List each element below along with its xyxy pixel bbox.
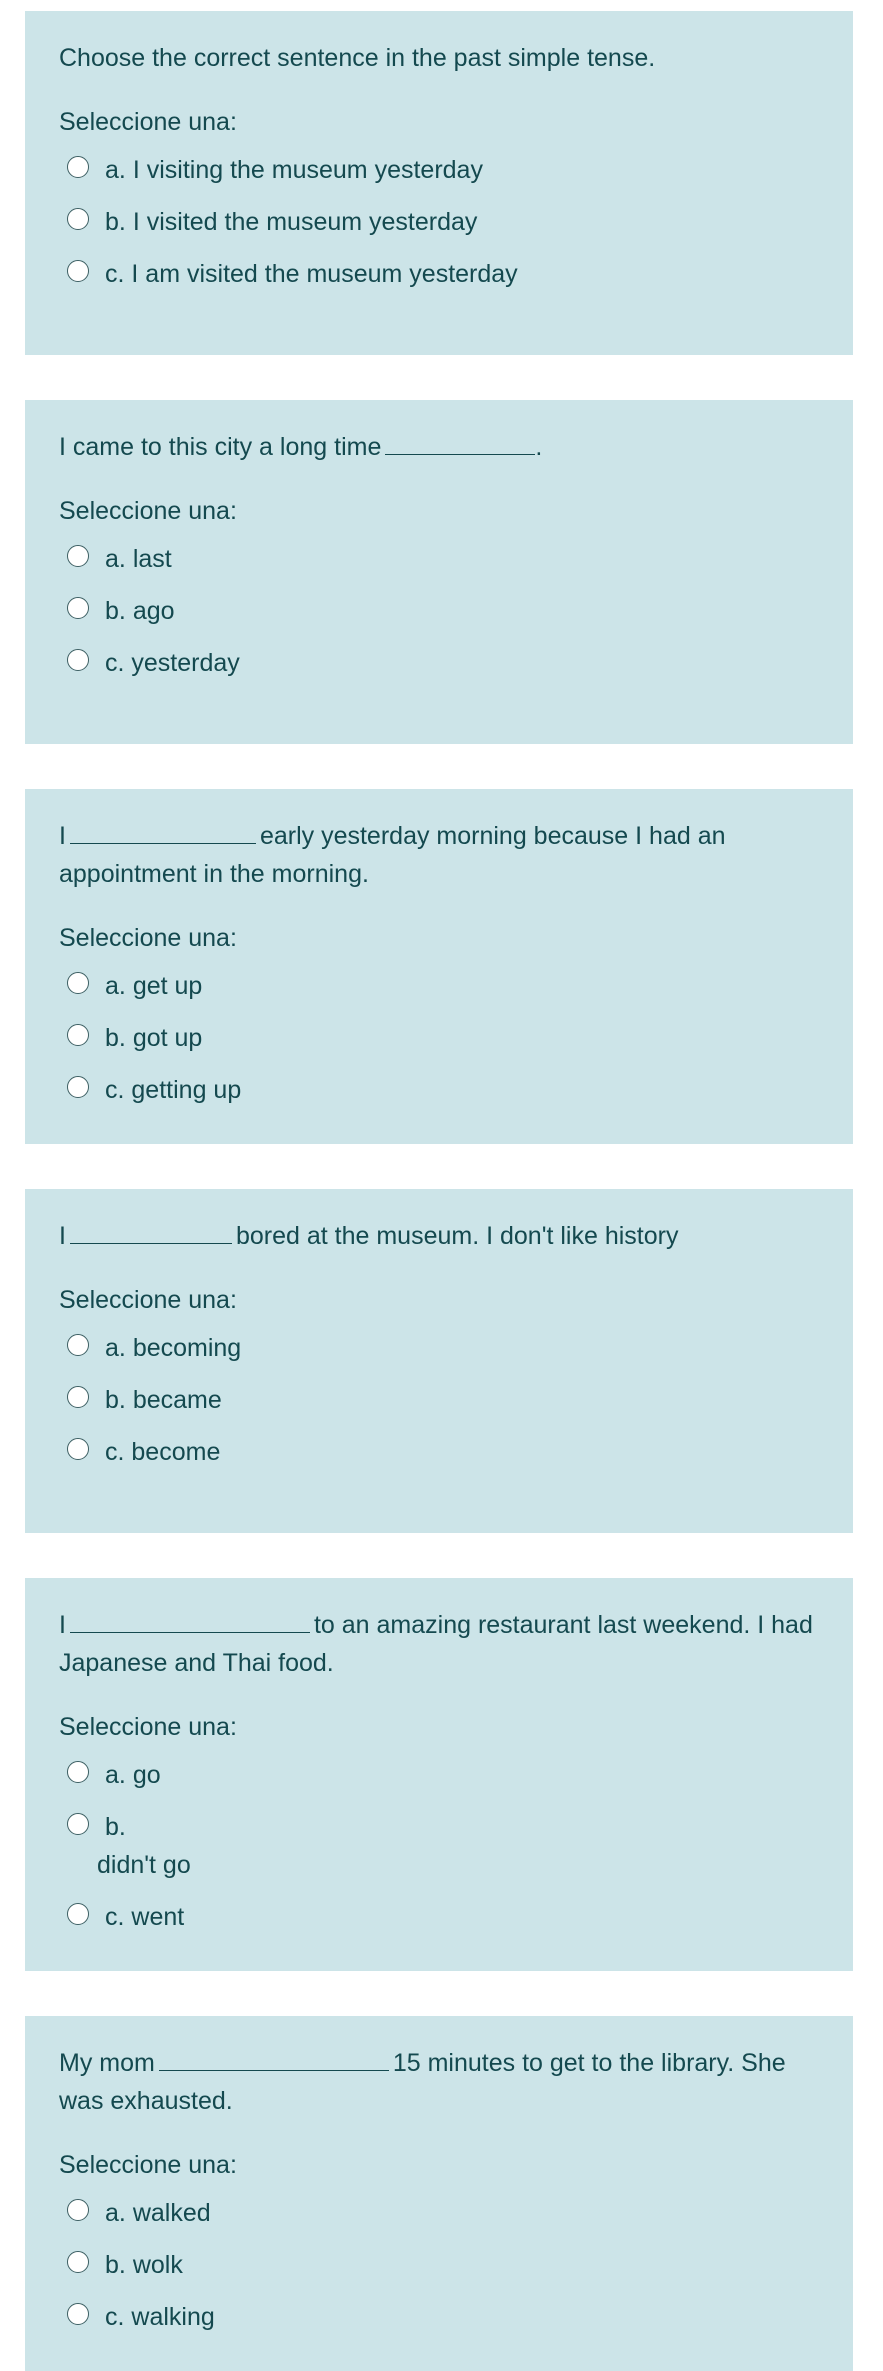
option-label: c. getting up [105, 1076, 242, 1104]
select-one-label: Seleccione una: [59, 108, 237, 136]
option-label: a. walked [105, 2199, 211, 2227]
radio-button[interactable] [67, 1334, 89, 1356]
option-label: b. I visited the museum yesterday [105, 208, 478, 236]
option-label: a. go [105, 1761, 161, 1789]
question-card-3 [25, 789, 853, 1144]
answer-blank [70, 1610, 310, 1633]
radio-button[interactable] [67, 545, 89, 567]
question-text [59, 39, 819, 77]
option-c[interactable] [59, 1433, 819, 1471]
radio-button[interactable] [67, 1024, 89, 1046]
radio-button[interactable] [67, 1076, 89, 1098]
radio-button[interactable] [67, 208, 89, 230]
select-one-label: Seleccione una: [59, 1713, 237, 1741]
option-label: b. got up [105, 1024, 203, 1052]
option-c[interactable] [59, 1071, 819, 1109]
answer-blank [70, 821, 256, 844]
option-b[interactable] [59, 203, 819, 241]
question-card-1 [25, 11, 853, 355]
option-a[interactable] [59, 1329, 819, 1367]
option-a[interactable] [59, 151, 819, 189]
option-a[interactable] [59, 540, 819, 578]
option-label: a. becoming [105, 1334, 242, 1362]
radio-button[interactable] [67, 649, 89, 671]
select-one-label: Seleccione una: [59, 924, 237, 952]
radio-button[interactable] [67, 2303, 89, 2325]
select-one-label: Seleccione una: [59, 1286, 237, 1314]
radio-button[interactable] [67, 1813, 89, 1835]
answer-blank [385, 432, 535, 455]
option-c[interactable] [59, 644, 819, 682]
question-text-part: Choose the correct sentence in the past simple tense. [59, 44, 656, 72]
radio-button[interactable] [67, 1438, 89, 1460]
option-label: b. ago [105, 597, 175, 625]
options-group [59, 967, 819, 1109]
option-b[interactable] [59, 2246, 819, 2284]
question-card-6 [25, 2016, 853, 2371]
radio-button[interactable] [67, 260, 89, 282]
options-group [59, 2194, 819, 2336]
question-text: I early yesterday morning because I had an appointment in the morning. [59, 822, 726, 888]
question-card-2 [25, 400, 853, 744]
radio-button[interactable] [67, 1903, 89, 1925]
option-label: c. yesterday [105, 649, 240, 677]
option-label: b. became [105, 1386, 222, 1414]
option-c[interactable] [59, 255, 819, 293]
question-card-5 [25, 1578, 853, 1971]
options-group [59, 1329, 819, 1471]
radio-button[interactable] [67, 597, 89, 619]
answer-blank [70, 1221, 232, 1244]
option-label: b. wolk [105, 2251, 183, 2279]
select-one-label: Seleccione una: [59, 497, 237, 525]
option-b[interactable] [59, 1381, 819, 1419]
radio-button[interactable] [67, 1386, 89, 1408]
option-label: a. last [105, 545, 172, 573]
option-c[interactable] [59, 2298, 819, 2336]
question-text: I to an amazing restaurant last weekend. I had Japanese and Thai food. [59, 1611, 813, 1677]
question-text: I bored at the museum. I don't like history [59, 1222, 679, 1250]
option-label: c. become [105, 1438, 221, 1466]
radio-button[interactable] [67, 156, 89, 178]
radio-button[interactable] [67, 2199, 89, 2221]
option-b[interactable] [59, 1019, 819, 1057]
question-card-4 [25, 1189, 853, 1533]
radio-button[interactable] [67, 1761, 89, 1783]
options-group [59, 540, 819, 682]
option-c[interactable] [59, 1898, 819, 1936]
radio-button[interactable] [67, 972, 89, 994]
option-label: c. I am visited the museum yesterday [105, 260, 518, 288]
option-label: a. I visiting the museum yesterday [105, 156, 483, 184]
option-label: a. get up [105, 972, 203, 1000]
option-label: c. walking [105, 2303, 215, 2331]
option-b[interactable] [59, 592, 819, 630]
select-one-label: Seleccione una: [59, 2151, 237, 2179]
answer-blank [159, 2048, 389, 2071]
question-text: I came to this city a long time . [59, 433, 543, 461]
options-group [59, 1756, 819, 1936]
option-a[interactable] [59, 967, 819, 1005]
option-b[interactable] [59, 1808, 819, 1884]
radio-button[interactable] [67, 2251, 89, 2273]
option-a[interactable] [59, 1756, 819, 1794]
option-a[interactable] [59, 2194, 819, 2232]
options-group [59, 151, 819, 293]
option-label: c. went [105, 1903, 185, 1931]
option-label: b. didn't go [97, 1813, 191, 1879]
question-text: My mom 15 minutes to get to the library. She was exhausted. [59, 2049, 786, 2115]
